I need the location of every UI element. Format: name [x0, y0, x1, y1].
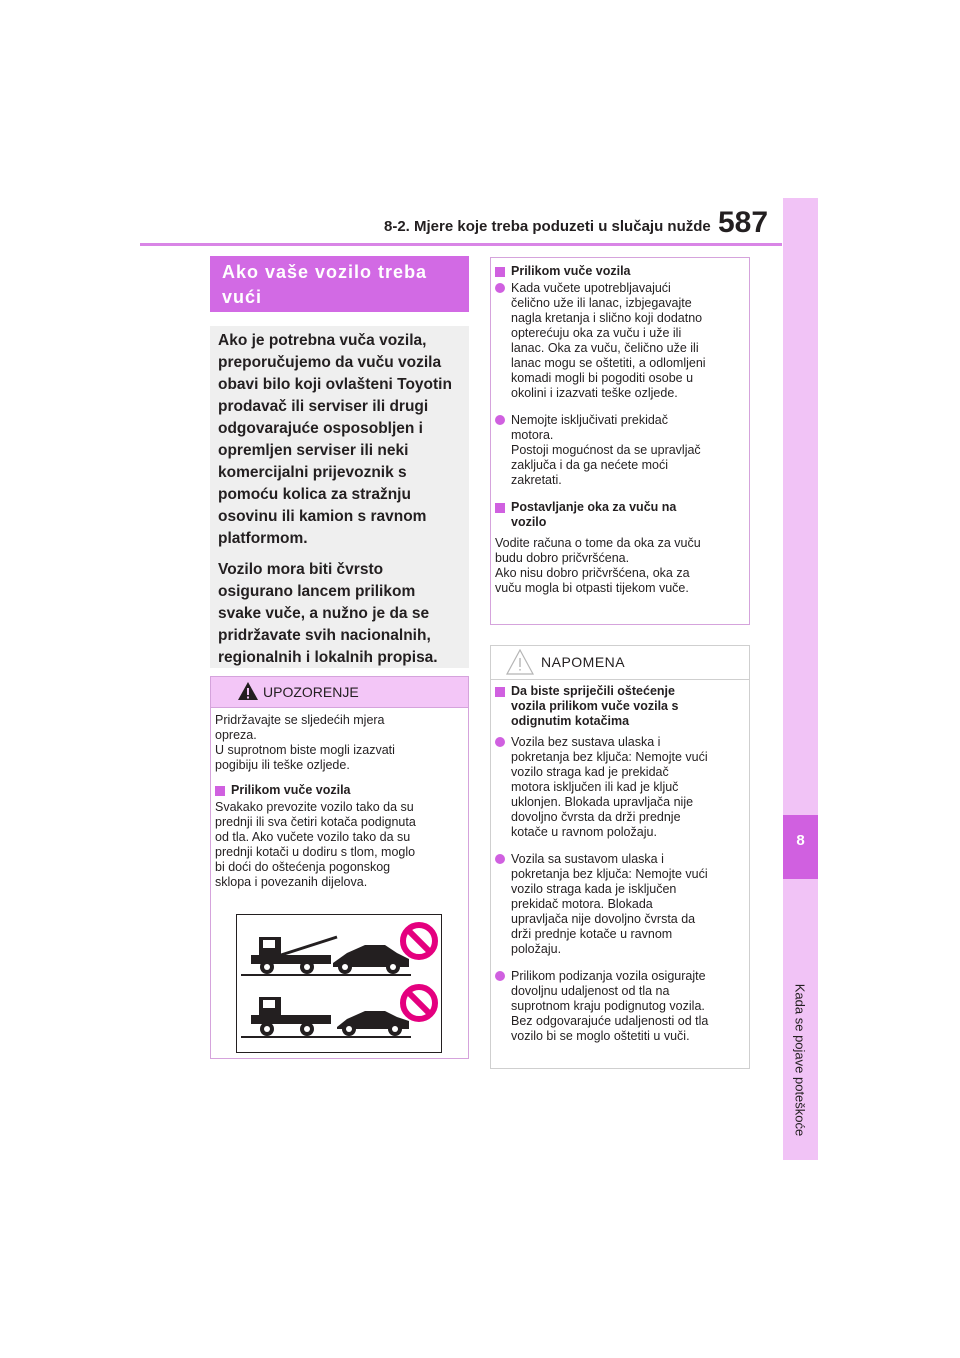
intro-line: obavi bilo koji ovlašteni Toyotin — [218, 376, 452, 393]
text-line: budu dobro pričvršćena. — [495, 551, 630, 565]
chapter-title: Kada se pojave poteškoće — [792, 983, 808, 1137]
warning-sub-heading-text: Prilikom vuče vozila — [231, 783, 351, 797]
bullet-line: vozilo bi se moglo oštetiti u vuči. — [511, 1029, 690, 1043]
intro-line: preporučujemo da vuču vozila — [218, 354, 442, 371]
towing-eyelet-heading-line: Postavljanje oka za vuču na — [511, 500, 677, 514]
warning-line: Pridržavajte se sljedećih mjera — [215, 713, 385, 727]
bullet-line: okolini i izazvati teške ozljede. — [511, 386, 678, 400]
warning-line: prednji ili sva četiri kotača podignuta — [215, 815, 416, 829]
intro-line: platformom. — [218, 530, 308, 547]
bullet-line: motora. — [511, 428, 554, 442]
intro-line: Vozilo mora biti čvrsto — [218, 561, 384, 578]
towing-heading — [495, 264, 741, 279]
warning-sub-heading — [215, 783, 463, 798]
intro-paragraph — [218, 559, 459, 669]
warning-header — [211, 677, 468, 708]
round-bullet-icon — [495, 415, 505, 425]
intro-line: regionalnih i lokalnih propisa. — [218, 649, 438, 666]
notice-heading-line: odignutim kotačima — [511, 714, 630, 728]
bullet-line: čelično uže ili lanac, izbjegavajte — [511, 296, 692, 310]
text-line: Vodite računa o tome da oka za vuču — [495, 536, 701, 550]
bullet-item — [495, 281, 741, 401]
warning-line: od tla. Ako vučete vozilo tako da su — [215, 830, 411, 844]
prohibited-sign-icon — [403, 925, 435, 957]
bullet-line: lanac. Oka za vuču, čelično uže ili — [511, 341, 699, 355]
bullet-line: dovoljnu udaljenost od tla na — [511, 984, 670, 998]
bullet-line: pokretanja bez ključa: Nemojte vući — [511, 750, 708, 764]
warning-sub-text — [215, 800, 463, 890]
bullet-line: vozilo straga kad je prekidač — [511, 765, 669, 779]
round-bullet-icon — [495, 971, 505, 981]
towing-eyelet-heading-line: vozilo — [511, 515, 547, 529]
bullet-line: nagla kretanja i slično koji dodatno — [511, 311, 703, 325]
bullet-line: upravljača nije dovoljno čvrsta da — [511, 912, 696, 926]
warning-line: opreza. — [215, 728, 257, 742]
towing-eyelet-text — [495, 536, 741, 596]
intro-box — [210, 326, 469, 668]
intro-line: pomoću kolica za stražnju — [218, 486, 411, 503]
caution-outline-triangle-icon — [505, 648, 535, 676]
tow-truck-scene-1 — [241, 937, 411, 975]
bullet-line: Kada vučete upotrebljavajući — [511, 281, 671, 295]
bullet-item — [495, 413, 741, 488]
bullet-line: dovoljno čvrsta da drži prednje — [511, 810, 681, 824]
warning-line: U suprotnom biste mogli izazvati — [215, 743, 395, 757]
square-bullet-icon — [495, 503, 505, 513]
bullet-line: uklonjen. Blokada upravljača nije — [511, 795, 694, 809]
bullet-line: opterećuju oka za vuču i uže ili — [511, 326, 682, 340]
intro-line: odgovarajuće osposobljen i — [218, 420, 423, 437]
bullet-line: Postoji mogućnost da se upravljač — [511, 443, 701, 457]
bullet-line: komadi mogli bi pogoditi osobe u — [511, 371, 694, 385]
towing-heading-text: Prilikom vuče vozila — [511, 264, 631, 278]
square-bullet-icon — [495, 267, 505, 277]
intro-paragraph — [218, 330, 459, 550]
warning-line: sklopa i povezanih dijelova. — [215, 875, 368, 889]
notice-body — [495, 684, 741, 1056]
section-heading — [210, 256, 469, 312]
notice-heading — [495, 684, 741, 729]
notice-header — [491, 646, 749, 680]
towing-precautions-box — [490, 257, 750, 625]
intro-line: opremljen serviser ili neki — [218, 442, 409, 459]
text-line: vuču mogla bi otpasti tijekom vuče. — [495, 581, 689, 595]
round-bullet-icon — [495, 283, 505, 293]
round-bullet-icon — [495, 737, 505, 747]
intro-line: Ako je potrebna vuča vozila, — [218, 332, 427, 349]
warning-line: prednji kotači u dodiru s tlom, moglo — [215, 845, 416, 859]
intro-line: osovinu ili kamion s ravnom — [218, 508, 427, 525]
bullet-line: suprotnom kraju podignutog vozila. — [511, 999, 705, 1013]
bullet-item — [495, 852, 741, 957]
chapter-number: 8 — [796, 832, 805, 849]
square-bullet-icon — [495, 687, 505, 697]
notice-box — [490, 645, 750, 1069]
section-heading-line: vući — [222, 287, 263, 307]
round-bullet-icon — [495, 854, 505, 864]
intro-line: komercijalni prijevoznik s — [218, 464, 407, 481]
bullet-line: motora isključen ili kad je ključ — [511, 780, 679, 794]
towing-eyelet-heading — [495, 500, 741, 530]
towing-precautions-body — [495, 264, 741, 596]
intro-line: pridržavate svih nacionalnih, — [218, 627, 431, 644]
intro-line: svake vuče, a nužno je da se — [218, 605, 430, 622]
towing-prohibited-drawing — [237, 915, 441, 1052]
warning-body — [215, 713, 463, 900]
notice-label: NAPOMENA — [541, 654, 626, 670]
bullet-line: zaključa i da ga nećete moći — [511, 458, 669, 472]
header-rule — [140, 243, 782, 246]
running-header-title: 8-2. Mjere koje treba poduzeti u slučaju nužde — [384, 218, 711, 235]
warning-line: bi doći do oštećenja pogonskog — [215, 860, 391, 874]
page-number: 587 — [718, 206, 769, 239]
bullet-item — [495, 735, 741, 840]
warning-intro — [215, 713, 463, 773]
intro-line: prodavač ili serviser ili drugi — [218, 398, 429, 415]
bullet-line: kotače u ravnom položaju. — [511, 825, 657, 839]
bullet-line: Prilikom podizanja vozila osigurajte — [511, 969, 706, 983]
bullet-line: prekidač motora. Blokada — [511, 897, 653, 911]
tow-truck-scene-2 — [241, 997, 411, 1037]
bullet-item — [495, 969, 741, 1044]
prohibited-sign-icon — [403, 987, 435, 1019]
warning-label: UPOZORENJE — [263, 684, 359, 700]
bullet-line: položaju. — [511, 942, 562, 956]
square-bullet-icon — [215, 786, 225, 796]
intro-line: osigurano lancem prilikom — [218, 583, 416, 600]
section-heading-line: Ako vaše vozilo treba — [222, 262, 428, 282]
warning-line: pogibiju ili teške ozljede. — [215, 758, 350, 772]
bullet-line: pokretanja bez ključa: Nemojte vući — [511, 867, 708, 881]
text-line: Ako nisu dobro pričvršćena, oka za — [495, 566, 690, 580]
warning-line: Svakako prevozite vozilo tako da su — [215, 800, 414, 814]
towing-illustration — [236, 914, 442, 1053]
notice-heading-line: vozila prilikom vuče vozila s — [511, 699, 679, 713]
bullet-line: drži prednje kotače u ravnom — [511, 927, 673, 941]
bullet-line: Nemojte isključivati prekidač — [511, 413, 669, 427]
warning-triangle-icon — [237, 681, 259, 701]
bullet-line: vozilo straga kada je isključen — [511, 882, 677, 896]
bullet-line: Vozila bez sustava ulaska i — [511, 735, 661, 749]
notice-heading-line: Da biste spriječili oštećenje — [511, 684, 675, 698]
bullet-line: zakretati. — [511, 473, 562, 487]
bullet-line: lanac mogu se oštetiti, a odlomljeni — [511, 356, 706, 370]
bullet-line: Vozila sa sustavom ulaska i — [511, 852, 664, 866]
bullet-line: Bez odgovarajuće udaljenosti od tla — [511, 1014, 709, 1028]
